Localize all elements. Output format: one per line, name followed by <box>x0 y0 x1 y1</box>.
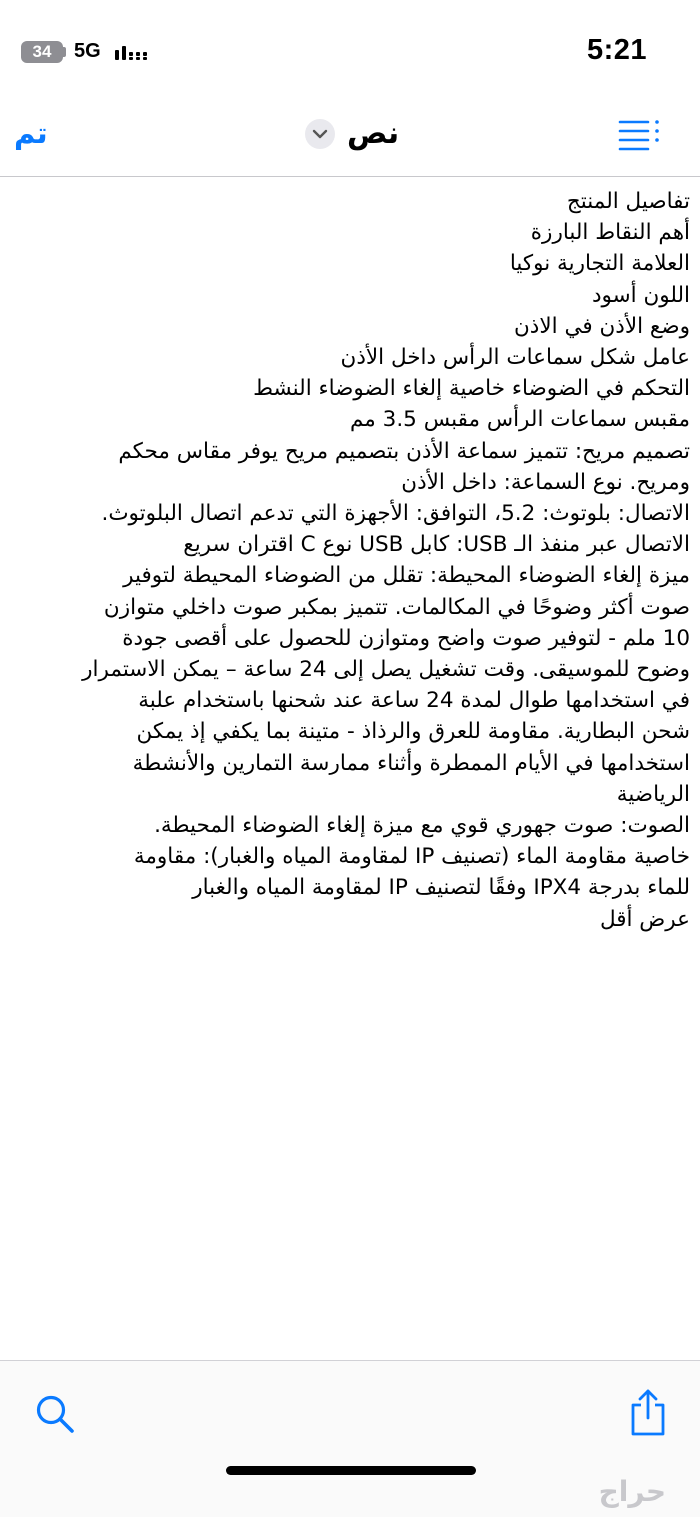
watermark-logo: حراج <box>598 1475 666 1508</box>
text-line: للماء بدرجة IPX4 وفقًا لتصنيف IP لمقاومة المياه والغبار <box>192 875 690 901</box>
text-line: خاصية مقاومة الماء (تصنيف IP لمقاومة المياه والغبار): مقاومة <box>133 844 690 870</box>
text-line: في استخدامها طوال لمدة 24 ساعة عند شحنها باستخدام علبة <box>138 688 690 714</box>
text-line: صوت أكثر وضوحًا في المكالمات. تتميز بمكبر صوت داخلي متوازن <box>103 594 690 620</box>
bottom-toolbar <box>0 1360 700 1517</box>
signal-icon <box>114 40 148 62</box>
text-line: عامل شكل سماعات الرأس داخل الأذن <box>340 345 690 371</box>
home-indicator <box>226 1466 476 1475</box>
text-line: التحكم في الضوضاء خاصية إلغاء الضوضاء النشط <box>253 376 690 402</box>
text-line: أهم النقاط البارزة <box>530 220 690 246</box>
text-line: الاتصال: بلوتوث: 5.2، التوافق: الأجهزة التي تدعم اتصال البلوتوث. <box>101 501 690 527</box>
page-title: نص <box>347 116 400 151</box>
status-bar <box>0 0 700 90</box>
clock: 5:21 <box>586 34 647 66</box>
text-line: شحن البطارية. مقاومة للعرق والرذاذ - متينة بما يكفي إذ يمكن <box>136 719 690 745</box>
share-icon[interactable] <box>630 1387 666 1437</box>
text-line: الرياضية <box>616 781 690 807</box>
title-menu[interactable] <box>305 116 399 151</box>
done-button[interactable]: تم <box>14 116 48 150</box>
text-line: تفاصيل المنتج <box>566 189 690 214</box>
text-line: وضع الأذن في الاذن <box>514 313 690 339</box>
battery-tip <box>63 47 66 57</box>
text-content <box>10 186 690 935</box>
text-line: العلامة التجارية نوكيا <box>509 251 690 277</box>
text-line: تصميم مريح: تتميز سماعة الأذن بتصميم مريح يوفر مقاس محكم <box>118 438 690 464</box>
chevron-down-icon[interactable] <box>305 119 335 149</box>
text-line: وضوح للموسيقى. وقت تشغيل يصل إلى 24 ساعة – يمكن الاستمرار <box>82 657 690 683</box>
text-line: اللون أسود <box>591 282 690 308</box>
text-line: عرض أقل <box>599 906 690 932</box>
text-line: استخدامها في الأيام الممطرة وأثناء ممارسة التمارين والأنشطة <box>132 750 690 776</box>
text-line: ميزة إلغاء الضوضاء المحيطة: تقلل من الضوضاء المحيطة لتوفير <box>123 563 690 589</box>
battery-indicator: 34 <box>21 41 63 63</box>
text-line: ومريح. نوع السماعة: داخل الأذن <box>401 469 690 495</box>
text-line: 10 ملم - لتوفير صوت واضح ومتوازن للحصول على أقصى جودة <box>122 625 690 651</box>
text-line: الصوت: صوت جهوري قوي مع ميزة إلغاء الضوضاء المحيطة. <box>154 813 690 839</box>
network-type: 5G <box>74 40 101 62</box>
nav-bar <box>0 96 700 177</box>
list-icon[interactable] <box>618 118 662 152</box>
search-icon[interactable] <box>34 1393 76 1435</box>
text-line: الاتصال عبر منفذ الـ USB: كابل USB نوع C اقتران سريع <box>183 532 690 558</box>
text-line: مقبس سماعات الرأس مقبس 3.5 مم <box>349 407 690 433</box>
